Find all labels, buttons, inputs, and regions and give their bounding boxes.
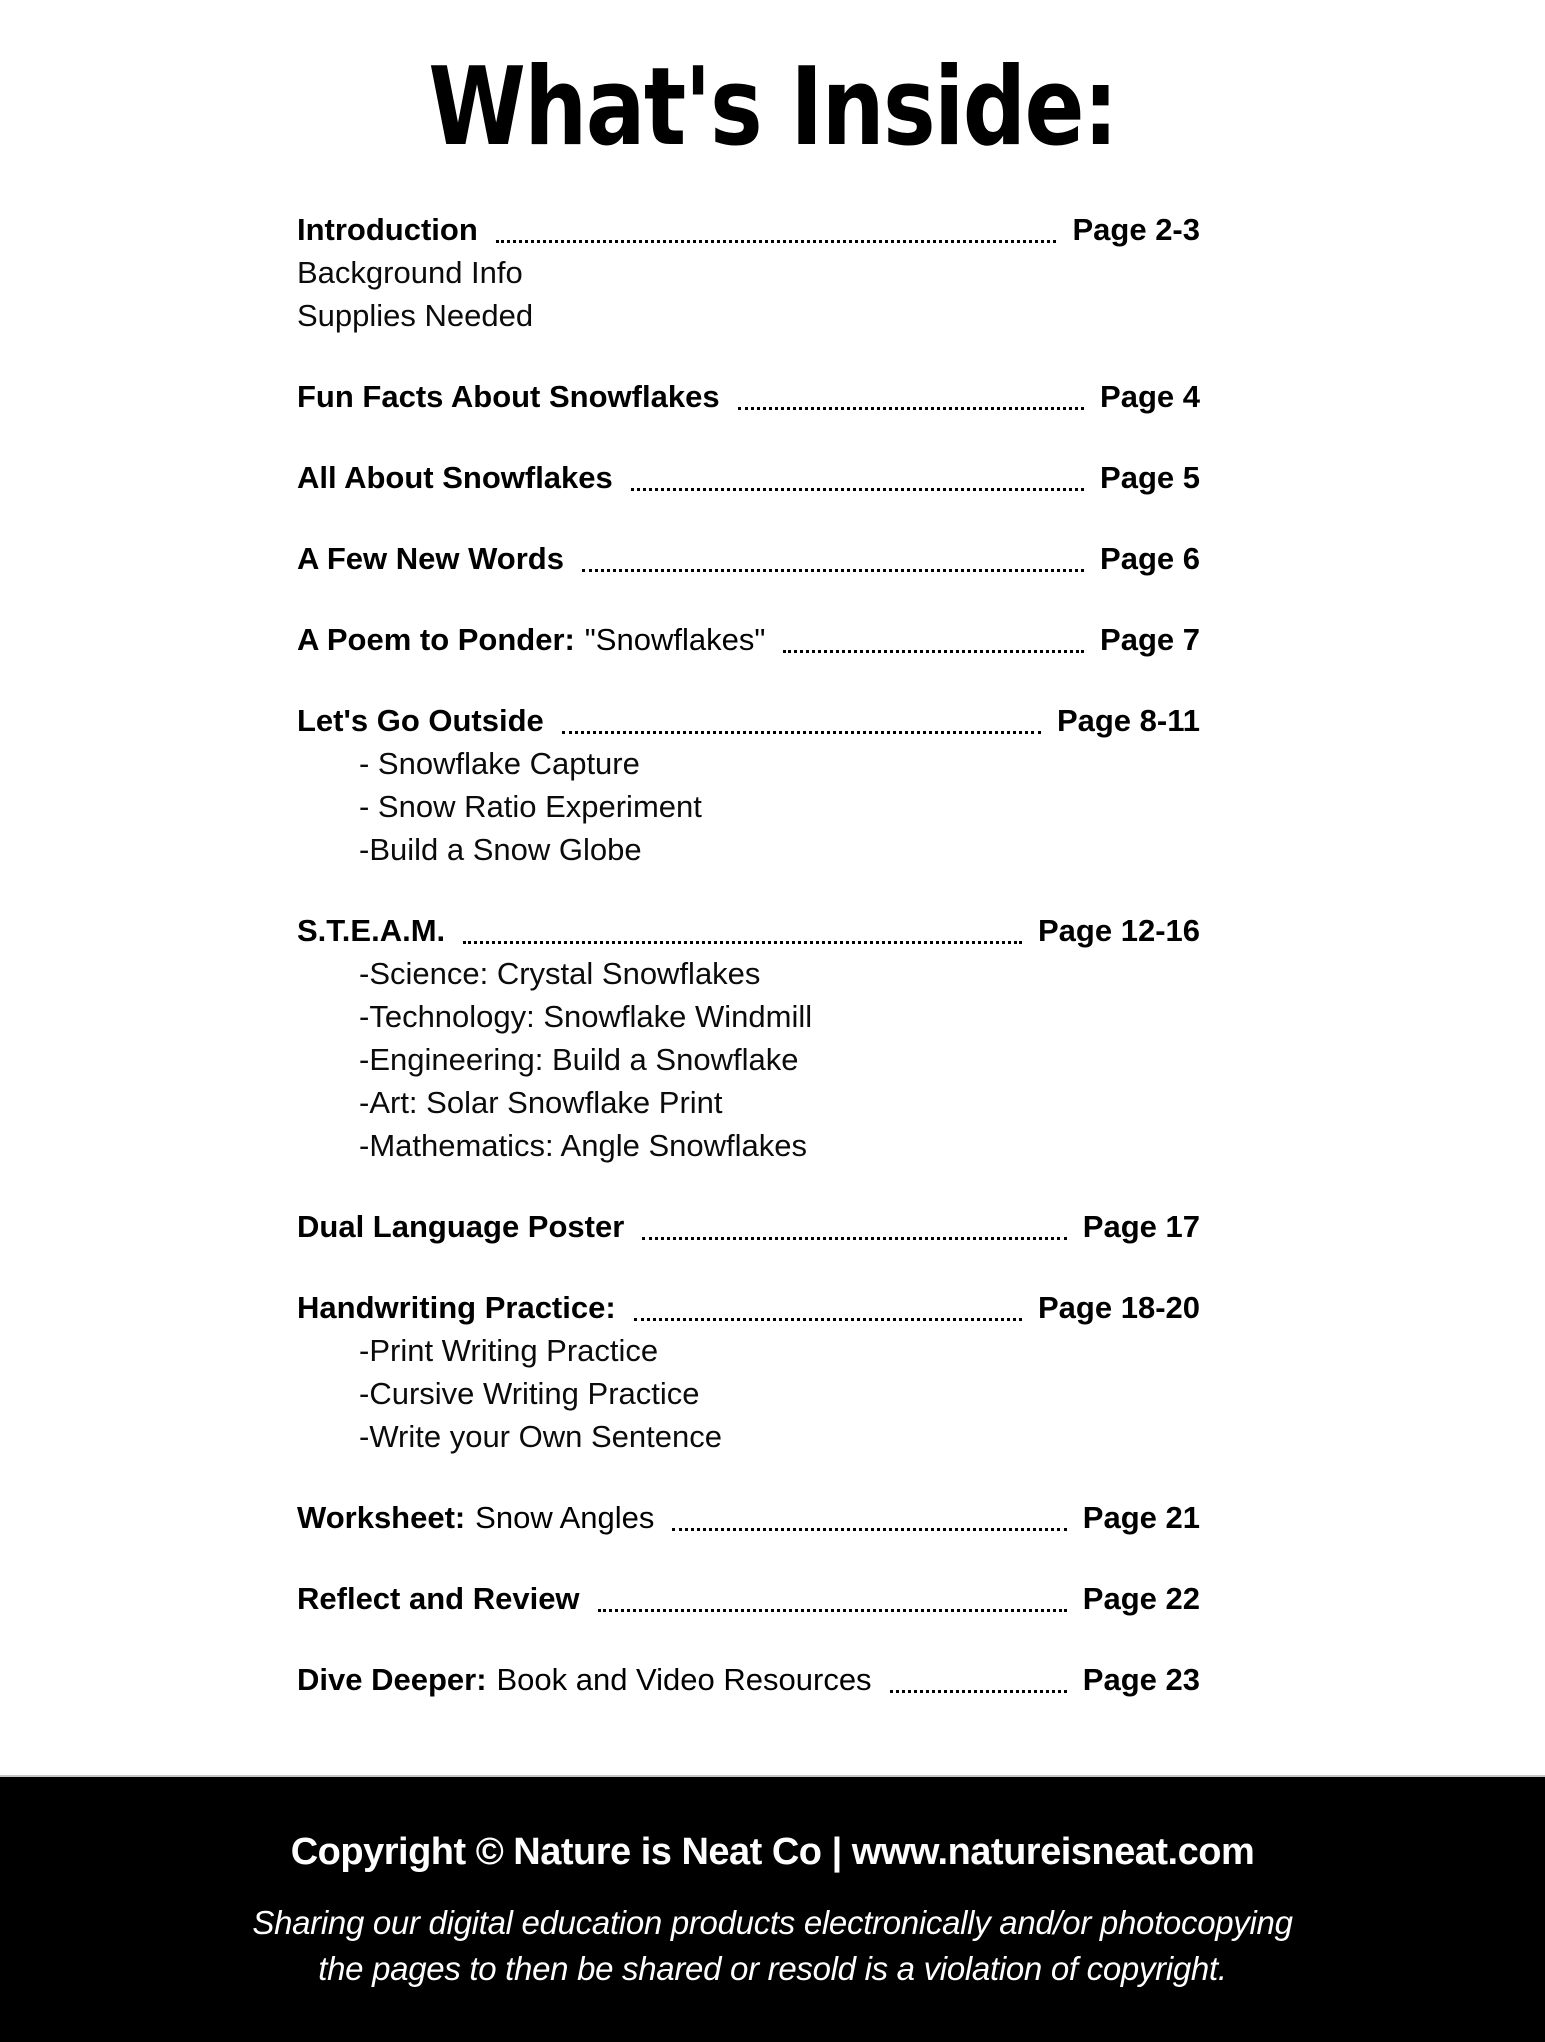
toc-section (297, 537, 1200, 580)
toc-subitem: -Science: Crystal Snowflakes (359, 955, 761, 991)
copyright-text: Copyright © Nature is Neat Co | www.natureisneat.com (290, 1831, 1255, 1873)
toc-entry-page: Page 6 (1100, 540, 1200, 576)
toc-entry (297, 1577, 1200, 1620)
toc-entry-page: Page 17 (1082, 1208, 1200, 1244)
dotted-leader (890, 1650, 1067, 1693)
dotted-leader (738, 367, 1084, 410)
copyright-notice-line-2: the pages to then be shared or resold is a violation of copyright. (318, 1950, 1227, 1987)
dotted-leader (672, 1488, 1066, 1531)
toc-entry (297, 208, 1200, 251)
footer (0, 1775, 1545, 2042)
copyright-notice (0, 1900, 1545, 1992)
page-title: What's Inside: (428, 45, 1117, 170)
toc-entry-title: Let's Go Outside (297, 702, 544, 738)
toc-section (297, 1496, 1200, 1539)
toc-subitem: - Snowflake Capture (359, 745, 640, 781)
toc-entry (297, 375, 1200, 418)
toc-entry (297, 1205, 1200, 1248)
dotted-leader (562, 691, 1041, 734)
dotted-leader (783, 610, 1084, 653)
toc-subitem: - Snow Ratio Experiment (359, 788, 702, 824)
toc-entry-title: S.T.E.A.M. (297, 912, 446, 948)
toc-entry-title: A Poem to Ponder: (297, 621, 575, 657)
toc-entry (297, 699, 1200, 742)
toc-section (297, 699, 1200, 871)
toc-entry-page: Page 4 (1100, 378, 1200, 414)
toc-subitem: -Write your Own Sentence (359, 1418, 722, 1454)
toc-entry-title: Dive Deeper: (297, 1661, 487, 1697)
toc-entry-page: Page 23 (1082, 1661, 1200, 1697)
toc-entry-title: Reflect and Review (297, 1580, 580, 1616)
toc-entry-page: Page 7 (1100, 621, 1200, 657)
toc-section (297, 1205, 1200, 1248)
table-of-contents (297, 208, 1200, 1701)
toc-section (297, 909, 1200, 1167)
toc-entry-title: Handwriting Practice: (297, 1289, 616, 1325)
toc-entry (297, 1496, 1200, 1539)
dotted-leader (631, 448, 1084, 491)
toc-entry (297, 909, 1200, 952)
toc-entry-title: Worksheet: (297, 1499, 466, 1535)
dotted-leader (582, 529, 1084, 572)
toc-entry (297, 1286, 1200, 1329)
toc-entry-page: Page 12-16 (1038, 912, 1200, 948)
toc-subitem: -Mathematics: Angle Snowflakes (359, 1127, 807, 1163)
toc-entry (297, 456, 1200, 499)
toc-entry-subtitle: Snow Angles (475, 1499, 655, 1535)
dotted-leader (598, 1569, 1067, 1612)
dotted-leader (463, 901, 1022, 944)
toc-section (297, 375, 1200, 418)
toc-entry-title: Fun Facts About Snowflakes (297, 378, 720, 414)
toc-section (297, 456, 1200, 499)
toc-entry-title: Dual Language Poster (297, 1208, 625, 1244)
toc-subitem: Supplies Needed (297, 297, 534, 333)
toc-entry-page: Page 2-3 (1072, 211, 1200, 247)
toc-entry (297, 1658, 1200, 1701)
toc-section (297, 1577, 1200, 1620)
toc-section (297, 618, 1200, 661)
toc-subitem: -Print Writing Practice (359, 1332, 659, 1368)
toc-entry-page: Page 5 (1100, 459, 1200, 495)
toc-entry-page: Page 22 (1082, 1580, 1200, 1616)
toc-entry-page: Page 8-11 (1056, 702, 1200, 738)
toc-entry-title: Introduction (297, 211, 478, 247)
toc-section (297, 1658, 1200, 1701)
toc-subitem: -Art: Solar Snowflake Print (359, 1084, 723, 1120)
toc-section (297, 208, 1200, 337)
toc-subitem: Background Info (297, 254, 523, 290)
toc-subitem: -Build a Snow Globe (359, 831, 642, 867)
toc-entry-subtitle: "Snowflakes" (584, 621, 766, 657)
dotted-leader (496, 200, 1057, 243)
toc-subitem: -Cursive Writing Practice (359, 1375, 700, 1411)
dotted-leader (642, 1197, 1067, 1240)
toc-entry-subtitle: Book and Video Resources (496, 1661, 872, 1697)
toc-entry-title: All About Snowflakes (297, 459, 613, 495)
toc-section (297, 1286, 1200, 1458)
toc-entry-title: A Few New Words (297, 540, 564, 576)
dotted-leader (634, 1278, 1022, 1321)
toc-entry (297, 618, 1200, 661)
toc-entry-page: Page 21 (1082, 1499, 1200, 1535)
toc-subitem: -Engineering: Build a Snowflake (359, 1041, 799, 1077)
toc-entry-page: Page 18-20 (1038, 1289, 1200, 1325)
copyright-notice-line-1: Sharing our digital education products electronically and/or photocopying (252, 1904, 1293, 1941)
toc-subitem: -Technology: Snowflake Windmill (359, 998, 813, 1034)
toc-entry (297, 537, 1200, 580)
